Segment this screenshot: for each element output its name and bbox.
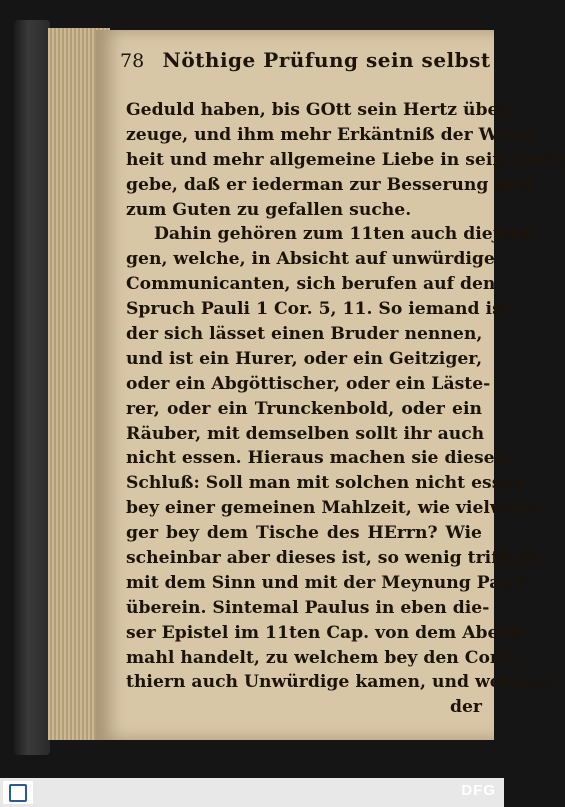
book-binding	[14, 20, 50, 755]
text-line: zeuge, und ihm mehr Erkäntniß der Wahr-	[126, 124, 537, 145]
text-line: heit und mehr allgemeine Liebe in sein Hertz	[126, 149, 565, 170]
body-text	[126, 98, 565, 720]
text-line: Spruch Pauli 1 Cor. 5, 11. So iemand ist,	[126, 299, 516, 320]
text-line: Schluß: Soll man mit solchen nicht essen	[126, 473, 525, 494]
text-line: scheinbar aber dieses ist, so wenig trifft es	[126, 548, 540, 569]
viewer-footer	[0, 778, 504, 807]
text-line: oder ein Abgöttischer, oder ein Läste-	[126, 373, 491, 394]
dfg-logo: DFG	[461, 782, 496, 799]
text-line: der sich lässet einen Bruder nennen,	[126, 324, 483, 345]
text-line: thiern auch Unwürdige kamen, und welches	[126, 672, 551, 693]
text-line: gen, welche, in Absicht auf unwürdige	[126, 249, 495, 270]
text-line: bey einer gemeinen Mahlzeit, wie vielweni-	[126, 498, 542, 519]
text-line: gebe, daß er iederman zur Besserung und	[126, 174, 532, 195]
page-header	[120, 48, 491, 78]
text-line: Communicanten, sich berufen auf den	[126, 274, 496, 295]
running-title: Nöthige Prüfung sein selbst	[162, 48, 491, 72]
text-line: Geduld haben, bis GOtt sein Hertz über-	[126, 100, 515, 120]
text-line: überein. Sintemal Paulus in eben die-	[126, 597, 490, 618]
text-line: zum Guten zu gefallen suche.	[126, 199, 412, 220]
text-line: nicht essen. Hieraus machen sie diesen	[126, 448, 508, 469]
text-line: mahl handelt, zu welchem bey den Corin-	[126, 647, 526, 668]
text-line: mit dem Sinn und mit der Meynung Pauli	[126, 572, 526, 593]
text-line: Dahin gehören zum 11ten auch diejeni-	[154, 224, 537, 245]
catchword: der	[449, 697, 482, 718]
page-number: 78	[120, 50, 145, 72]
text-line: und ist ein Hurer, oder ein Geitziger,	[126, 348, 483, 369]
text-line: rer, oder ein Trunckenbold, oder ein	[126, 398, 482, 419]
library-logo-icon	[3, 781, 33, 804]
text-line: ger bey dem Tische des HErrn? Wie	[126, 523, 482, 544]
book-page	[96, 30, 565, 740]
text-line: Räuber, mit demselben sollt ihr auch	[126, 423, 485, 444]
text-line: ser Epistel im 11ten Cap. von dem Abend-	[126, 622, 531, 643]
